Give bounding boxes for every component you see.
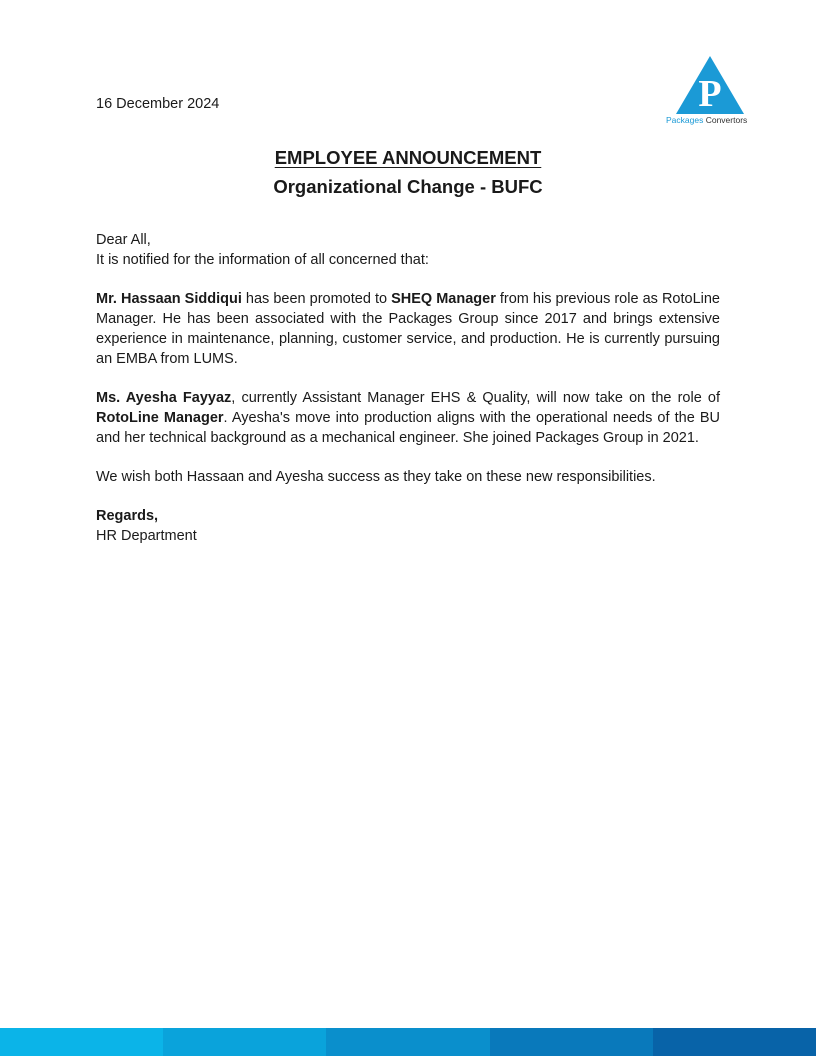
logo-wordmark xyxy=(666,115,758,125)
letter-date: 16 December 2024 xyxy=(96,96,220,112)
promotion-paragraph-2: Ms. Ayesha Fayyaz, currently Assistant Manager EHS & Quality, will now take on the role of RotoLine Manager. Ayesha's move into production aligns with the operational needs of the BU and her technical background as a mechanical engineer. She joined Packages Group in 2021. xyxy=(96,390,721,446)
logo-letter: P xyxy=(698,73,722,115)
intro-line: It is notified for the information of all concerned that: xyxy=(96,252,429,268)
promotion-paragraph-1: Mr. Hassaan Siddiqui has been promoted to SHEQ Manager from his previous role as RotoLine Manager. He has been associated with the Packages Group since 2017 and brings extensive experience in maintenance, planning, customer service, and production. He is currently pursuing an EMBA from LUMS. xyxy=(96,291,720,367)
footer-bar-segment xyxy=(490,1028,653,1056)
footer-bar-segment xyxy=(163,1028,326,1056)
footer-color-bar xyxy=(0,1028,816,1056)
company-logo xyxy=(662,54,758,128)
logo-word-convertors: Convertors xyxy=(705,115,748,125)
footer-bar-segment xyxy=(326,1028,489,1056)
signoff: Regards, xyxy=(96,508,159,524)
logo-word-packages: Packages xyxy=(666,115,704,125)
letter-body xyxy=(96,230,720,546)
closing-line: We wish both Hassaan and Ayesha success as they take on these new responsibilities. xyxy=(96,469,656,485)
sender-department: HR Department xyxy=(96,528,197,544)
employee-name-2: Ms. Ayesha Fayyaz xyxy=(96,390,232,406)
page-title: EMPLOYEE ANNOUNCEMENT xyxy=(274,147,542,168)
salutation: Dear All, xyxy=(96,232,151,248)
page-subtitle: Organizational Change - BUFC xyxy=(273,176,543,197)
new-role-2: RotoLine Manager xyxy=(96,410,224,426)
employee-name-1: Mr. Hassaan Siddiqui xyxy=(96,291,242,307)
logo-triangle-icon xyxy=(662,54,758,116)
new-role-1: SHEQ Manager xyxy=(391,291,496,307)
footer-bar-segment xyxy=(0,1028,163,1056)
footer-bar-segment xyxy=(653,1028,816,1056)
